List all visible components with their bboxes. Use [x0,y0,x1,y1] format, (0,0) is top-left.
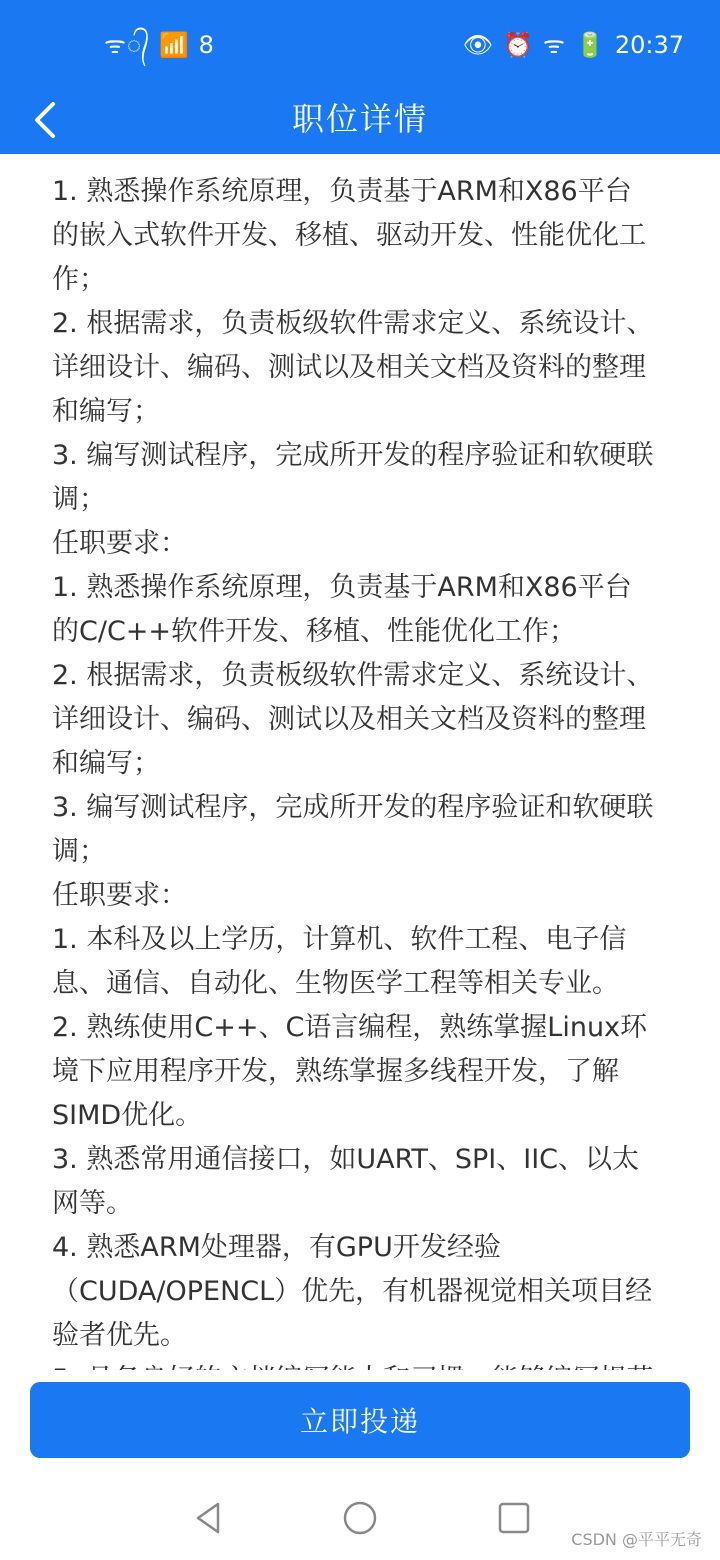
description-line: 3. 编写测试程序，完成所开发的程序验证和软硬联调； [52,440,654,515]
system-home-button[interactable] [342,1500,378,1536]
description-line: 1. 本科及以上学历，计算机、软件工程、电子信息、通信、自动化、生物医学工程等相关专业。 [52,924,627,999]
description-line: 2. 根据需求，负责板级软件需求定义、系统设计、详细设计、编码、测试以及相关文档及资料的整理和编写； [52,308,654,427]
alarm-icon: ⏰ [503,30,534,59]
circle-home-icon [342,1500,378,1536]
system-back-button[interactable] [190,1500,226,1536]
description-line: 3. 编写测试程序，完成所开发的程序验证和软硬联调； [52,792,654,867]
description-line: 4. 熟悉ARM处理器，有GPU开发经验（CUDA/OPENCL）优先，有机器视觉相关项目经验者优先。 [52,1232,653,1351]
job-description [52,170,658,1358]
section-heading: 任职要求： [52,528,187,559]
description-line: 3. 熟悉常用通信接口，如UART、SPI、IIC、以太网等。 [52,1144,640,1219]
battery-icon: 🔋 [574,30,605,59]
triangle-back-icon [190,1500,226,1536]
description-line: 1. 熟悉操作系统原理，负责基于ARM和X86平台的嵌入式软件开发、移植、驱动开发、性能优化工作； [52,176,646,295]
apply-now-button[interactable]: 立即投递 [30,1382,690,1458]
status-icons [463,28,684,61]
description-line: 2. 熟练使用C++、C语言编程，熟练掌握Linux环境下应用程序开发，熟练掌握多线程开发，了解SIMD优化。 [52,1012,648,1131]
system-recents-button[interactable] [496,1500,532,1536]
description-line: 2. 根据需求，负责板级软件需求定义、系统设计、详细设计、编码、测试以及相关文档及资料的整理和编写； [52,660,654,779]
section-heading: 任职要求： [52,880,187,911]
clock: 20:37 [614,30,684,59]
nav-bar [0,86,720,154]
apply-bar [0,1370,720,1470]
square-recents-icon [496,1500,532,1536]
signal-icon: ᯤ [543,31,565,59]
signal-indicator: ᯤ᭄ 📶 8 [104,31,215,59]
status-bar [0,0,720,86]
eye-icon: 👁 [462,30,494,59]
watermark: CSDN @平平无奇 [571,1530,702,1549]
description-line: 1. 熟悉操作系统原理，负责基于ARM和X86平台的C/C++软件开发、移植、性能优化工作； [52,572,632,647]
page-title: 职位详情 [291,100,428,138]
system-navigation-bar [0,1470,720,1560]
